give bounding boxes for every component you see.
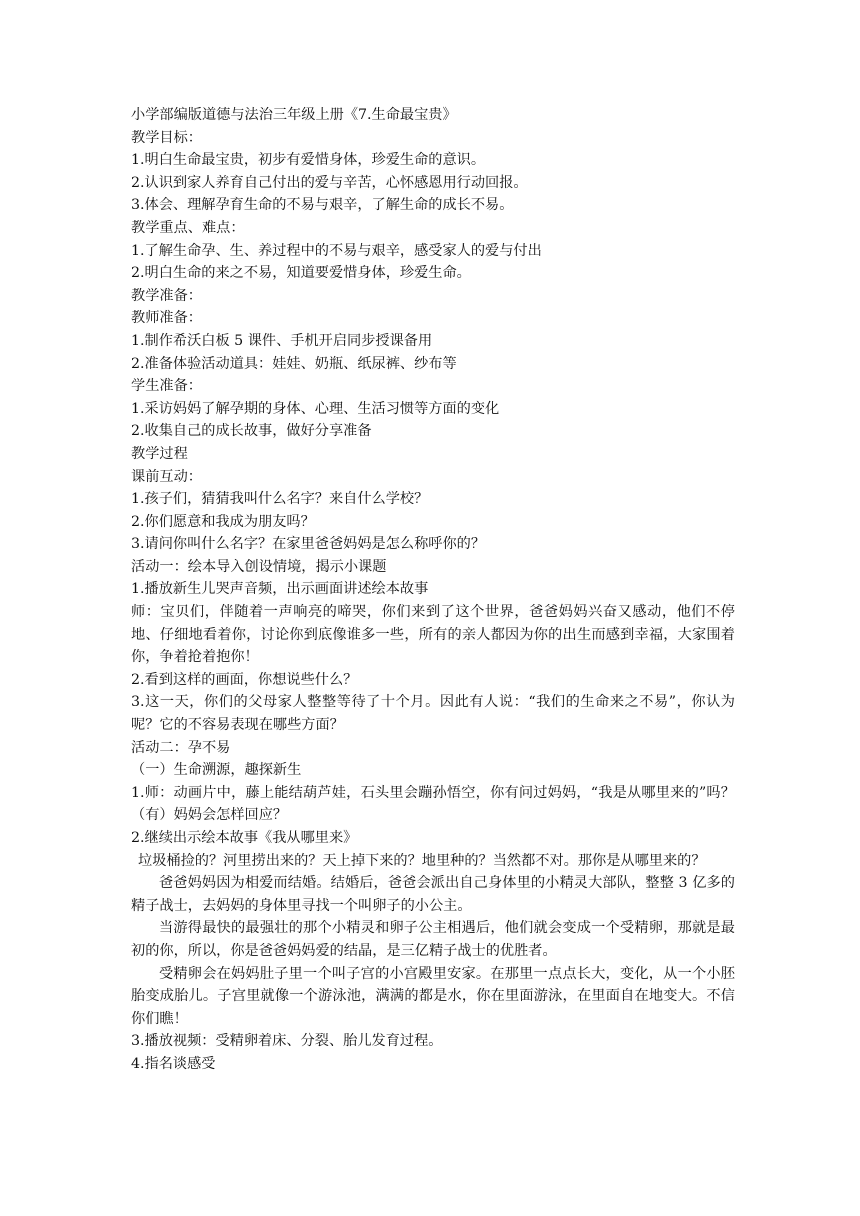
warmup-item: 1.孩子们，猜猜我叫什么名字？来自什么学校？: [131, 491, 429, 508]
objective-item: 3.体会、理解孕育生命的不易与艰辛，了解生命的成长不易。: [131, 197, 514, 214]
teacher-prep-item: 1.制作希沃白板 5 课件、手机开启同步授课备用: [131, 332, 433, 349]
warmup-item: 2.你们愿意和我成为朋友吗？: [131, 513, 315, 530]
activity-two-item: 4.指名谈感受: [131, 1055, 216, 1072]
activity-two-item: 1.师：动画片中，藤上能结葫芦娃，石头里会蹦孙悟空，你有问过妈妈，“我是从哪里来的”吗？（有）妈妈会怎样回应？: [131, 784, 735, 824]
key-point-item: 2.明白生命的来之不易，知道要爱惜身体，珍爱生命。: [131, 265, 471, 282]
document-page: [131, 104, 735, 1076]
activity-one-item: 1.播放新生儿哭声音频，出示画面讲述绘本故事: [131, 581, 429, 598]
section-heading-key-points: 教学重点、难点：: [131, 219, 245, 236]
document-title: 小学部编版道德与法治三年级上册《7.生命最宝贵》: [131, 107, 457, 123]
section-heading-process: 教学过程: [131, 445, 188, 462]
subheading-warmup: 课前互动：: [131, 468, 202, 485]
objective-item: 1.明白生命最宝贵，初步有爱惜身体，珍爱生命的意识。: [131, 152, 486, 169]
teacher-prep-item: 2.准备体验活动道具：娃娃、奶瓶、纸尿裤、纱布等: [131, 355, 457, 372]
activity-one-item: 3.这一天，你们的父母家人整整等待了十个月。因此有人说：“我们的生命来之不易”，你认为呢？它的不容易表现在哪些方面？: [131, 694, 735, 734]
warmup-item: 3.请问你叫什么名字？在家里爸爸妈妈是怎么称呼你的？: [131, 536, 486, 553]
key-point-item: 1.了解生命孕、生、养过程中的不易与艰辛，感受家人的爱与付出: [131, 242, 542, 259]
teacher-narration: 师：宝贝们，伴随着一声响亮的啼哭，你们来到了这个世界，爸爸妈妈兴奋又感动，他们不停地、仔细地看着你，讨论你到底像谁多一些，所有的亲人都因为你的出生而感到幸福，大家围着你，争着抢着抱你！: [131, 604, 735, 666]
activity-two-heading: 活动二：孕不易: [131, 739, 231, 756]
activity-two-item: 2.继续出示绘本故事《我从哪里来》: [131, 830, 358, 846]
activity-two-item: 3.播放视频：受精卵着床、分裂、胎儿发育过程。: [131, 1033, 443, 1050]
story-paragraph: 受精卵会在妈妈肚子里一个叫子宫的小宫殿里安家。在那里一点点长大，变化，从一个小胚胎变成胎儿。子宫里就像一个游泳池，满满的都是水，你在里面游泳，在里面自在地变大。不信你们瞧！: [131, 965, 735, 1027]
section-heading-preparation: 教学准备：: [131, 287, 202, 304]
subheading-teacher-preparation: 教师准备：: [131, 310, 202, 327]
objective-item: 2.认识到家人养育自己付出的爱与辛苦，心怀感恩用行动回报。: [131, 174, 528, 191]
activity-one-heading: 活动一：绘本导入创设情境，揭示小课题: [131, 558, 387, 575]
student-prep-item: 1.采访妈妈了解孕期的身体、心理、生活习惯等方面的变化: [131, 400, 500, 417]
story-paragraph: 当游得最快的最强壮的那个小精灵和卵子公主相遇后，他们就会变成一个受精卵，那就是最初的你，所以，你是爸爸妈妈爱的结晶，是三亿精子战士的优胜者。: [131, 920, 735, 959]
student-prep-item: 2.收集自己的成长故事，做好分享准备: [131, 423, 372, 440]
section-heading-objectives: 教学目标：: [131, 129, 202, 146]
subheading-student-preparation: 学生准备：: [131, 378, 202, 395]
story-paragraph: 垃圾桶捡的？河里捞出来的？天上掉下来的？地里种的？当然都不对。那你是从哪里来的？: [138, 852, 706, 869]
story-paragraph: 爸爸妈妈因为相爱而结婚。结婚后，爸爸会派出自己身体里的小精灵大部队，整整 3 亿多的精子战士，去妈妈的身体里寻找一个叫卵子的小公主。: [131, 875, 735, 914]
activity-one-item: 2.看到这样的画面，你想说些什么？: [131, 671, 358, 688]
activity-two-subheading: （一）生命溯源，趣探新生: [131, 762, 302, 779]
